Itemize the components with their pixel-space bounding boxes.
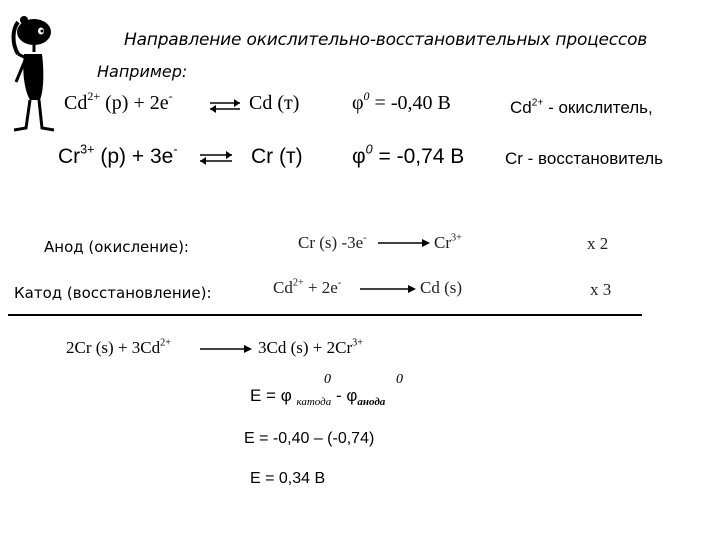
cr-role-note: Cr - восстановитель — [505, 149, 664, 168]
anode-multiplier: x 2 — [587, 234, 609, 253]
cathode-label: Катод (восстановление): — [14, 284, 212, 302]
emf-zero-superscript: 0 — [324, 372, 331, 387]
right-arrow-icon — [378, 238, 430, 248]
double-arrow-icon — [208, 98, 242, 114]
cathode-reaction-rhs: Cd (s) — [420, 278, 463, 297]
cd-role-note: $Cd^{2+}$ - окислитель, — [510, 97, 653, 117]
divider-line — [8, 314, 642, 316]
overall-reaction-rhs: 3Cd $(s) + 2Cr^{3+}$ — [258, 337, 363, 357]
anode-reaction-lhs: Cr (s) -3e- — [298, 232, 367, 252]
emf-formula: E = φ $_{катода} - \varphi_{анода}$ — [250, 386, 386, 408]
example-label: Например: — [97, 62, 188, 81]
thinking-stick-figure-icon — [4, 10, 64, 135]
cd-half-reaction-lhs: $Cd^{2+}$ (р) + 2e- — [64, 89, 173, 114]
page-title: Направление окислительно-восстановительных процессов — [124, 30, 648, 50]
cathode-multiplier: x 3 — [590, 280, 612, 299]
anode-reaction-rhs: $Cr^{3+}$ — [434, 232, 462, 252]
double-arrow-icon — [198, 150, 234, 166]
cr-potential: $\varphi^0 = -0,74$ В — [352, 142, 465, 168]
right-arrow-icon — [360, 284, 416, 294]
cathode-reaction-lhs: $Cd^{2+} + 2e^-$ — [273, 277, 342, 297]
emf-calculation: E = -0,40 – (-0,74) — [244, 430, 375, 447]
cd-half-reaction-product: Cd (т) — [249, 92, 300, 114]
emf-result: E = 0,34 В — [250, 470, 326, 487]
right-arrow-icon — [200, 344, 252, 354]
cr-half-reaction-product: Cr (т) — [251, 145, 303, 168]
anode-label: Анод (окисление): — [44, 238, 189, 256]
cd-potential: $\varphi^0 = -0,40$ В — [352, 89, 451, 114]
cr-half-reaction-lhs: $Cr^{3+}$ (р) + 3e- — [58, 142, 178, 168]
emf-zero-superscript: 0 — [396, 372, 403, 387]
overall-reaction-lhs: 2Cr $(s) + 3Cd^{2+}$ — [66, 337, 171, 357]
